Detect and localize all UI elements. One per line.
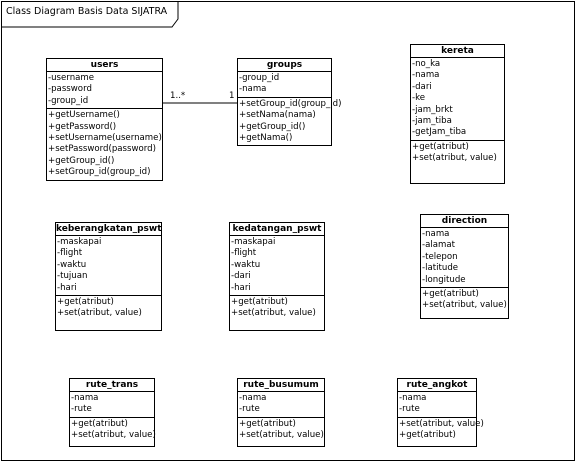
operation-row: +getNama()	[239, 133, 293, 144]
operation-row: +get(atribut)	[239, 418, 296, 429]
attributes-compartment	[398, 392, 476, 418]
attribute-row: -longitude	[422, 274, 466, 285]
operation-row: +setGroup_id(group_id)	[48, 167, 151, 178]
operations-compartment	[230, 296, 324, 321]
class-rute-trans[interactable]	[69, 378, 155, 447]
operation-row: +getGroup_id()	[48, 155, 115, 166]
attributes-compartment	[230, 236, 324, 296]
attribute-row: -nama	[422, 229, 450, 239]
attribute-row: -alamat	[422, 240, 456, 251]
class-name: groups	[238, 59, 331, 72]
attribute-row: -flight	[231, 248, 257, 259]
attribute-row: -nama	[71, 393, 99, 403]
attribute-row: -flight	[57, 248, 83, 259]
attribute-row: -getJam_tiba	[412, 127, 467, 138]
attribute-row: -nama	[412, 70, 440, 81]
operations-compartment	[421, 288, 508, 313]
attribute-row: -rute	[239, 404, 260, 415]
class-kedatangan-pswt[interactable]	[229, 222, 325, 331]
attribute-row: -maskapai	[231, 237, 276, 247]
attribute-row: -jam_tiba	[412, 116, 452, 127]
attribute-row: -telepon	[422, 251, 458, 262]
class-name: rute_busumum	[238, 379, 324, 392]
class-name: keberangkatan_pswt	[56, 224, 162, 234]
operations-compartment	[411, 141, 504, 166]
attribute-row: -rute	[399, 404, 420, 415]
operation-row: +setUsername(username)	[48, 133, 162, 144]
attribute-row: -dari	[412, 81, 432, 92]
class-keberangkatan-pswt[interactable]	[55, 222, 162, 331]
association-multiplicity-from: 1..*	[170, 91, 186, 101]
attribute-row: -group_id	[239, 73, 280, 83]
attributes-compartment	[238, 392, 324, 418]
operation-row: +getGroup_id()	[239, 121, 306, 132]
operations-compartment	[398, 418, 484, 443]
attribute-row: -jam_brkt	[412, 104, 453, 115]
attribute-row: -username	[48, 73, 95, 83]
attribute-row: -tujuan	[57, 271, 88, 282]
class-name: rute_angkot	[398, 379, 476, 392]
attribute-row: -hari	[57, 282, 77, 293]
attributes-compartment	[70, 392, 154, 418]
operation-row: +get(atribut)	[412, 141, 469, 152]
attributes-compartment	[56, 236, 161, 296]
attributes-compartment	[421, 228, 508, 288]
operations-compartment	[56, 296, 161, 321]
operation-row: +get(atribut)	[422, 289, 479, 300]
operations-compartment	[70, 418, 154, 443]
operations-compartment	[238, 98, 342, 146]
operation-row: +set(atribut, value)	[231, 308, 316, 319]
class-name: kereta	[411, 45, 504, 58]
attribute-row: -password	[48, 84, 92, 95]
class-name: rute_trans	[70, 379, 154, 392]
attribute-row: -nama	[239, 84, 267, 95]
operation-row: +set(atribut, value)	[412, 153, 497, 164]
attribute-row: -maskapai	[57, 237, 102, 247]
attribute-row: -rute	[71, 404, 92, 415]
attributes-compartment	[411, 58, 504, 141]
class-rute-busumum[interactable]	[237, 378, 325, 447]
class-kereta[interactable]	[410, 44, 505, 184]
class-name: direction	[421, 215, 508, 228]
operation-row: +get(atribut)	[231, 297, 288, 308]
diagram-title: Class Diagram Basis Data SIJATRA	[6, 6, 168, 17]
operation-row: +setGroup_id(group_id)	[239, 98, 342, 109]
operation-row: +getPassword()	[48, 121, 117, 132]
attribute-row: -nama	[239, 393, 267, 403]
class-direction[interactable]	[420, 214, 509, 319]
attribute-row: -waktu	[57, 259, 87, 270]
attribute-row: -hari	[231, 282, 251, 293]
operations-compartment	[47, 109, 162, 179]
operation-row: +set(atribut, value)	[71, 430, 156, 441]
attribute-row: -dari	[231, 271, 251, 282]
attribute-row: -waktu	[231, 259, 261, 270]
class-rute-angkot[interactable]	[397, 378, 484, 447]
operation-row: +set(atribut, value)	[57, 308, 142, 319]
operation-row: +setPassword(password)	[48, 144, 156, 155]
operation-row: +get(atribut)	[57, 297, 114, 308]
operation-row: +set(atribut, value)	[422, 300, 507, 311]
attribute-row: -ke	[412, 93, 426, 104]
class-name: kedatangan_pswt	[230, 223, 324, 236]
operation-row: +get(atribut)	[399, 430, 456, 441]
attribute-row: -nama	[399, 393, 427, 403]
attribute-row: -no_ka	[412, 59, 441, 69]
class-users[interactable]	[46, 58, 163, 181]
attributes-compartment	[238, 72, 331, 98]
operation-row: +set(atribut, value)	[399, 418, 484, 429]
operation-row: +get(atribut)	[71, 418, 128, 429]
operation-row: +set(atribut, value)	[239, 430, 324, 441]
attribute-row: -latitude	[422, 263, 459, 274]
class-groups[interactable]	[237, 58, 342, 146]
association-multiplicity-to: 1	[229, 91, 235, 101]
operations-compartment	[238, 418, 324, 443]
operation-row: +setNama(nama)	[239, 110, 316, 121]
attribute-row: -group_id	[48, 95, 89, 106]
attributes-compartment	[47, 72, 162, 109]
operation-row: +getUsername()	[48, 110, 120, 121]
class-name: users	[47, 59, 162, 72]
